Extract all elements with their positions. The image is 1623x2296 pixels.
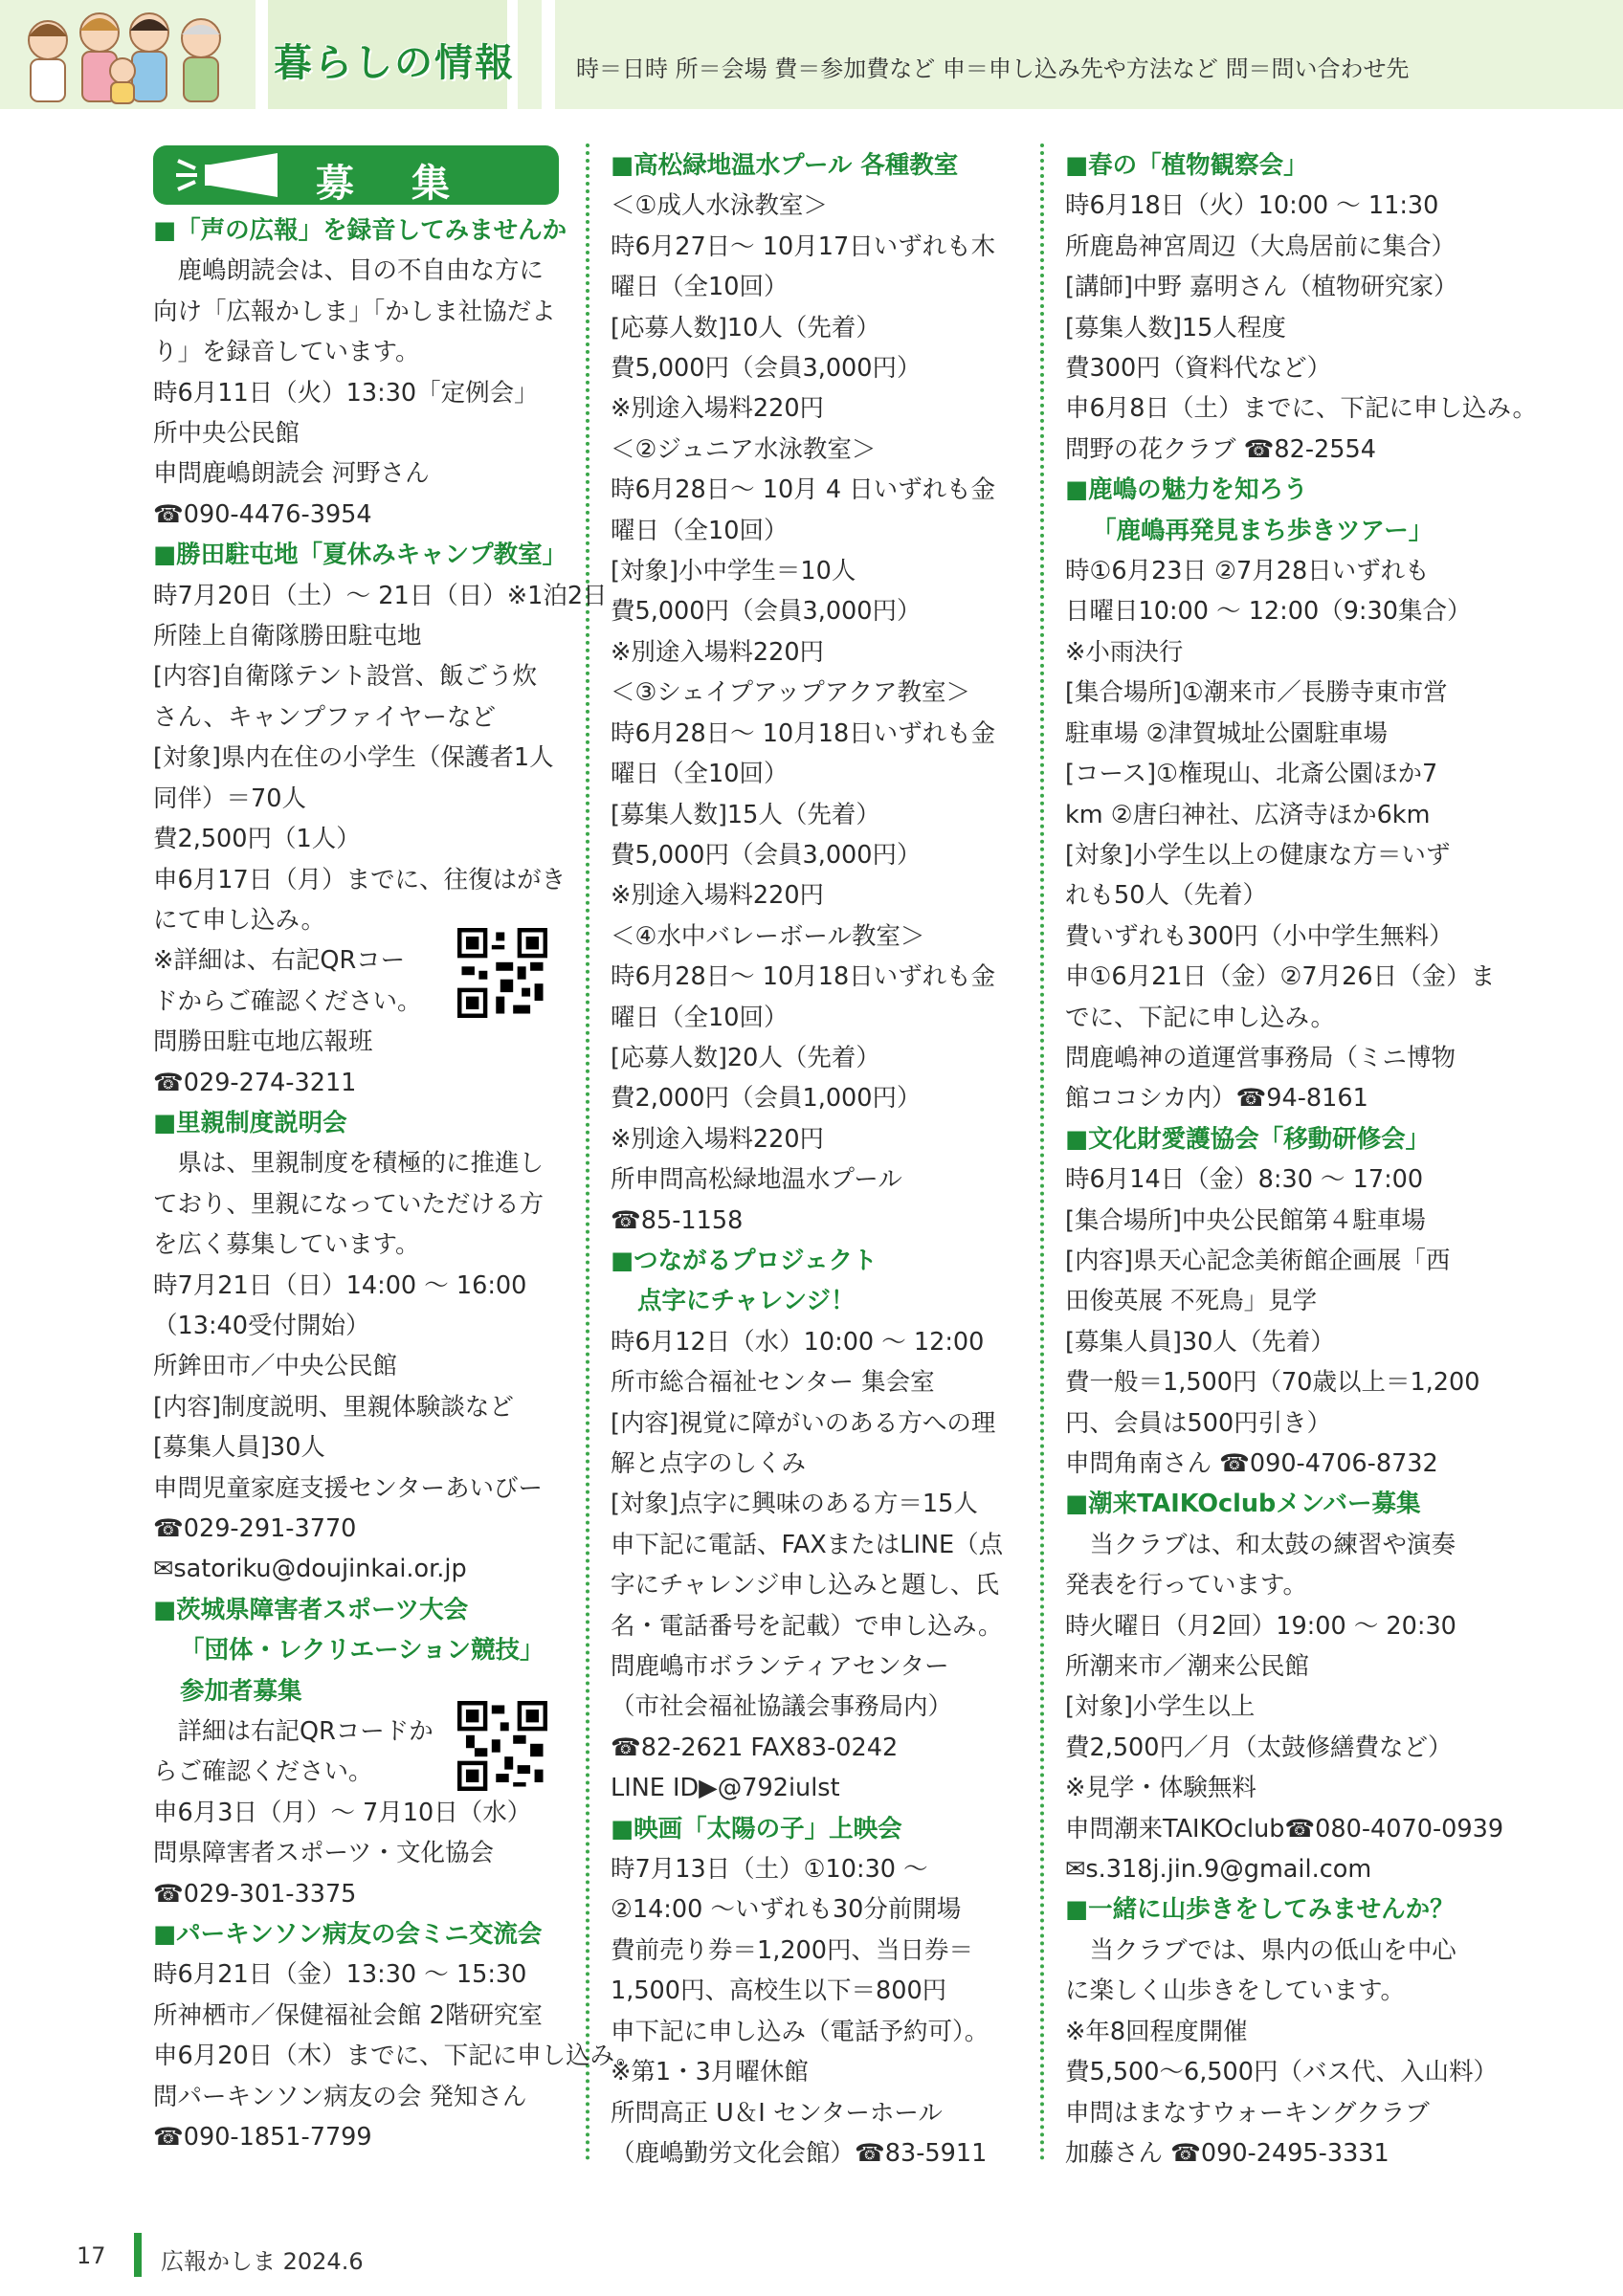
text-line: 時6月28日～ 10月18日いずれも金 [611,718,996,748]
text-line: 申問はまなすウォーキングクラブ [1065,2098,1430,2128]
text-line: 申6月3日（月）～ 7月10日（水） [153,1798,532,1827]
page-number: 17 [77,2242,106,2269]
text-line: ✉s.318j.jin.9@gmail.com [1065,1855,1372,1885]
text-line: 費一般＝1,500円（70歳以上＝1,200 [1065,1368,1480,1398]
text-line: 時6月27日～ 10月17日いずれも木 [611,232,996,261]
column-1-content [153,210,641,2158]
text-line: 時火曜日（月2回）19:00 ～ 20:30 [1065,1611,1456,1641]
text-line: 申6月17日（月）までに、往復はがき [153,865,567,894]
text-line: 所中央公民館 [153,419,300,449]
text-line: ☎029-301-3375 [153,1879,357,1909]
text-line: 館ココシカ内）☎94-8161 [1065,1084,1368,1114]
text-line: を広く募集しています。 [153,1230,420,1260]
text-line: 詳細は右記QRコードか [153,1717,434,1747]
text-line: 鹿嶋朗読会は、目の不自由な方に [153,256,545,286]
text-line: ☎85-1158 [611,1205,744,1235]
qr-code-icon[interactable] [457,1701,547,1791]
symbol-legend [576,50,1410,83]
qr-code-icon[interactable] [457,928,547,1018]
text-line: 曜日（全10回） [611,760,789,789]
text-line: 時6月11日（火）13:30「定例会」 [153,378,539,408]
text-line: km ②唐臼神社、広済寺ほか6km [1065,800,1431,829]
section-heading: 参加者募集 [180,1676,302,1706]
legend-fee: 費＝参加費など [774,55,936,82]
banner-title: 募集 [316,162,507,206]
text-line: ☎029-274-3211 [153,1068,357,1097]
text-line: （市社会福祉協議会事務局内） [611,1692,953,1722]
text-line: 問県障害者スポーツ・文化協会 [153,1839,494,1868]
column-2 [611,145,1016,2174]
text-line: 費2,000円（会員1,000円） [611,1084,922,1114]
text-line: 同伴）＝70人 [153,784,306,813]
section-heading: ■春の「植物観察会」 [1065,151,1308,180]
section-heading: ■鹿嶋の魅力を知ろう [1065,475,1308,505]
text-line: 曜日（全10回） [611,1003,789,1032]
text-line: [応募人数]10人（先着） [611,313,880,342]
text-line: 費5,000円（会員3,000円） [611,597,922,627]
text-line: ており、里親になっていただける方 [153,1189,545,1219]
legend-date: 時＝日時 [576,55,668,82]
text-line: 時6月21日（金）13:30 ～ 15:30 [153,1960,527,1990]
text-line: ドからご確認ください。 [153,986,422,1016]
text-line: [講師]中野 嘉明さん（植物研究家） [1065,273,1458,302]
text-line: 発表を行っています。 [1065,1571,1307,1601]
section-heading: 「鹿嶋再発見まち歩きツアー」 [1092,516,1434,545]
text-line: 問勝田駐屯地広報班 [153,1027,373,1057]
column-divider-1 [586,144,589,2162]
text-line: [対象]小中学生＝10人 [611,557,856,586]
text-line: 申6月8日（土）までに、下記に申し込み。 [1065,394,1537,424]
text-line: り」を録音しています。 [153,338,420,367]
text-line: [内容]視覚に障がいのある方への理 [611,1408,996,1438]
section-heading: ■映画「太陽の子」上映会 [611,1814,902,1843]
column-1 [153,145,641,2158]
text-line: 曜日（全10回） [611,273,789,302]
text-line: 日曜日10:00 ～ 12:00（9:30集合） [1065,597,1472,627]
text-line: [内容]自衛隊テント設営、飯ごう炊 [153,662,538,692]
legend-apply: 申＝申し込み先や方法など [942,55,1218,82]
section-heading: ■潮来TAIKOclubメンバー募集 [1065,1490,1421,1519]
text-line: 当クラブでは、県内の低山を中心 [1065,1935,1456,1965]
page-header [0,0,1623,109]
text-line: 費いずれも300円（小中学生無料） [1065,921,1454,951]
text-line: [募集人数]15人（先着） [611,800,880,829]
text-line: [対象]小学生以上の健康な方＝いず [1065,840,1451,870]
section-heading: ■パーキンソン病友の会ミニ交流会 [153,1920,543,1950]
text-line: LINE ID▶@792iulst [611,1774,840,1803]
text-line: 駐車場 ②津賀城址公園駐車場 [1065,718,1388,748]
section-heading: ■つながるプロジェクト [611,1246,878,1275]
column-3 [1065,145,1537,2174]
text-line: 申下記に申し込み（電話予約可）。 [611,2017,989,2046]
text-line: 名・電話番号を記載）で申し込み。 [611,1611,1003,1641]
text-line: 費5,500～6,500円（バス代、入山料） [1065,2058,1499,2087]
text-line: 問鹿嶋神の道運営事務局（ミニ博物 [1065,1043,1456,1072]
text-line: にて申し込み。 [153,905,326,935]
legend-inquiry: 問＝問い合わせ先 [1225,55,1410,82]
text-line: ☎090-1851-7799 [153,2123,372,2152]
text-line: 所問高正 U＆I センターホール [611,2098,943,2128]
section-heading: ■里親制度説明会 [153,1108,347,1137]
text-line: 曜日（全10回） [611,516,789,545]
text-line: [対象]点字に興味のある方＝15人 [611,1490,978,1519]
text-line: 所申問高松緑地温水プール [611,1165,902,1195]
recruitment-banner [153,145,559,205]
text-line: 費2,500円（1人） [153,825,361,854]
text-line: ※年8回程度開催 [1065,2017,1248,2046]
text-line: ☎090-4476-3954 [153,499,372,529]
text-line: ＜④水中バレーボール教室＞ [611,921,925,951]
text-line: 時7月20日（土）～ 21日（日）※1泊2日 [153,581,608,610]
text-line: [コース]①権現山、北斎公園ほか7 [1065,760,1438,789]
text-line: 費5,000円（会員3,000円） [611,354,922,384]
text-line: 所神栖市／保健福祉会館 2階研究室 [153,2000,543,2030]
text-line: [応募人数]20人（先着） [611,1043,880,1072]
text-line: 県は、里親制度を積極的に推進し [153,1149,545,1179]
text-line: [内容]県天心記念美術館企画展「西 [1065,1246,1451,1275]
text-line: ※別途入場料220円 [611,881,825,911]
section-title: 暮らしの情報 [274,41,515,85]
column-3-content [1065,145,1537,2174]
text-line: ※別途入場料220円 [611,637,825,667]
text-line: 費300円（資料代など） [1065,354,1332,384]
text-line: [集合場所]①潮来市／長勝寺東市営 [1065,678,1448,708]
text-line: 時6月28日～ 10月18日いずれも金 [611,962,996,992]
text-line: ＜①成人水泳教室＞ [611,191,828,221]
text-line: 時7月13日（土）①10:30 ～ [611,1855,928,1885]
text-line: 申問潮来TAIKOclub☎080-4070-0939 [1065,1814,1504,1843]
text-line: [集合場所]中央公民館第４駐車場 [1065,1205,1426,1235]
text-line: （13:40受付開始） [153,1311,370,1340]
text-line: 1,500円、高校生以下＝800円 [611,1976,947,2006]
text-line: 所潮来市／潮来公民館 [1065,1652,1310,1682]
text-line: 問鹿嶋市ボランティアセンター [611,1652,949,1682]
text-line: に楽しく山歩きをしています。 [1065,1976,1405,2006]
megaphone-icon [172,151,297,199]
text-line: 費2,500円／月（太鼓修繕費など） [1065,1733,1453,1762]
text-line: ✉satoriku@doujinkai.or.jp [153,1555,467,1584]
text-line: [募集人員]30人 [153,1433,325,1463]
text-line: 時6月28日～ 10月 4 日いずれも金 [611,475,996,505]
text-line: ※見学・体験無料 [1065,1774,1256,1803]
text-line: 加藤さん ☎090-2495-3331 [1065,2138,1390,2168]
text-line: 時6月12日（水）10:00 ～ 12:00 [611,1327,985,1357]
column-divider-2 [1040,144,1044,2162]
text-line: ※詳細は、右記QRコー [153,946,406,976]
section-heading: ■茨城県障害者スポーツ大会 [153,1595,469,1624]
text-line: ※別途入場料220円 [611,1124,825,1154]
legend-venue: 所＝会場 [675,55,767,82]
text-line: ＜③シェイプアップアクア教室＞ [611,678,971,708]
text-line: [募集人員]30人（先着） [1065,1327,1335,1357]
text-line: 申問角南さん ☎090-4706-8732 [1065,1449,1438,1478]
text-line: 円、会員は500円引き） [1065,1408,1332,1438]
text-line: 当クラブは、和太鼓の練習や演奏 [1065,1530,1456,1559]
text-line: れも50人（先着） [1065,881,1267,911]
text-line: 所鉾田市／中央公民館 [153,1352,398,1381]
section-heading: ■文化財愛護協会「移動研修会」 [1065,1124,1431,1154]
text-line: らご確認ください。 [153,1757,373,1787]
text-line: 費5,000円（会員3,000円） [611,840,922,870]
text-line: [対象]小学生以上 [1065,1692,1256,1722]
text-line: でに、下記に申し込み。 [1065,1003,1336,1032]
section-heading: 点字にチャレンジ！ [637,1287,856,1316]
text-line: 所市総合福祉センター 集会室 [611,1368,935,1398]
text-line: [対象]県内在住の小学生（保護者1人 [153,743,554,773]
header-separator [542,0,555,109]
text-line: 問パーキンソン病友の会 発知さん [153,2082,527,2111]
text-line: 申下記に電話、FAXまたはLINE（点 [611,1530,1004,1559]
text-line: 時6月18日（火）10:00 ～ 11:30 [1065,191,1439,221]
text-line: 申①6月21日（金）②7月26日（金）ま [1065,962,1496,992]
text-line: ※別途入場料220円 [611,394,825,424]
section-heading: 「団体・レクリエーション競技」 [180,1636,545,1666]
text-line: 田俊英展 不死鳥」見学 [1065,1287,1318,1316]
text-line: 字にチャレンジ申し込みと題し、氏 [611,1571,999,1601]
family-illustration-icon [13,4,243,105]
column-2-content [611,145,1016,2174]
text-line: 申問児童家庭支援センターあいびー [153,1473,543,1503]
text-line: ☎029-291-3770 [153,1514,357,1543]
text-line: 申6月20日（木）までに、下記に申し込み。 [153,2042,641,2071]
section-heading: ■勝田駐屯地「夏休みキャンプ教室」 [153,541,567,570]
section-heading: ■高松緑地温水プール 各種教室 [611,151,959,180]
text-line: ②14:00 ～いずれも30分前開場 [611,1895,962,1925]
text-line: （鹿嶋勤労文化会館）☎83-5911 [611,2138,988,2168]
text-line: ＜②ジュニア水泳教室＞ [611,434,877,464]
text-line: [内容]制度説明、里親体験談など [153,1392,514,1422]
text-line: 費前売り券＝1,200円、当日券＝ [611,1935,974,1965]
text-line: 時7月21日（日）14:00 ～ 16:00 [153,1270,527,1300]
publication-name: 広報かしま 2024.6 [161,2248,364,2275]
text-line: 時①6月23日 ②7月28日いずれも [1065,557,1430,586]
text-line: 申問鹿嶋朗読会 河野さん [153,459,430,489]
text-line: ※第1・3月曜休館 [611,2058,809,2087]
text-line: [募集人数]15人程度 [1065,313,1286,342]
text-line: 時6月14日（金）8:30 ～ 17:00 [1065,1165,1424,1195]
text-line: 解と点字のしくみ [611,1449,807,1478]
text-line: 所鹿島神宮周辺（大鳥居前に集合） [1065,232,1456,261]
text-line: 問野の花クラブ ☎82-2554 [1065,434,1376,464]
footer-accent-bar [134,2233,142,2277]
section-heading: ■「声の広報」を録音してみませんか [153,216,567,245]
text-line: 所陸上自衛隊勝田駐屯地 [153,622,422,651]
text-line: さん、キャンプファイヤーなど [153,702,497,732]
text-line: ☎82-2621 FAX83-0242 [611,1733,899,1762]
section-heading: ■一緒に山歩きをしてみませんか？ [1065,1895,1455,1925]
text-line: ※小雨決行 [1065,637,1184,667]
text-line: 向け「広報かしま」「かしま社協だよ [153,297,556,326]
